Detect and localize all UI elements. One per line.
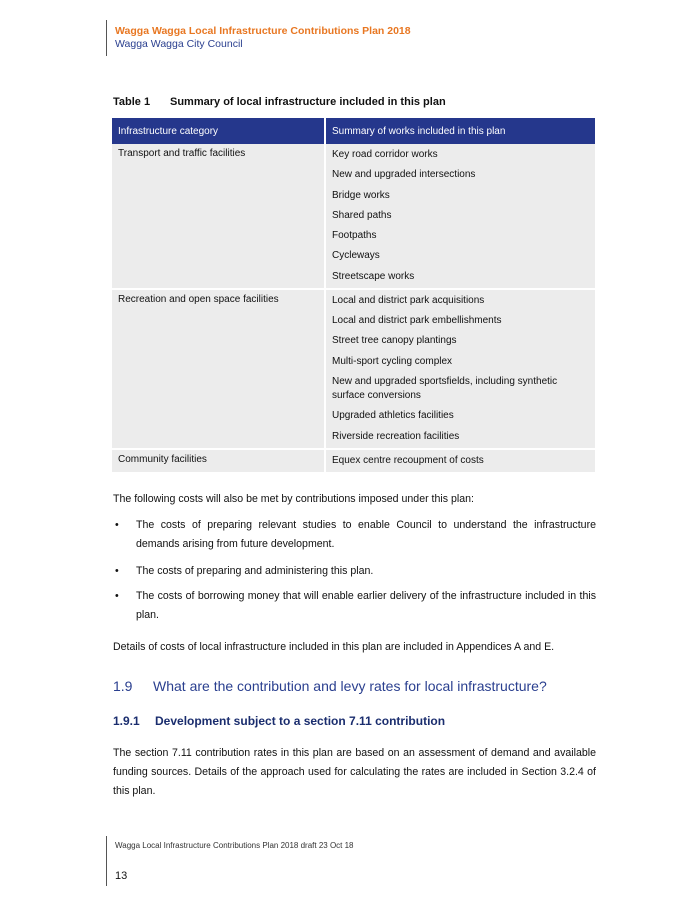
bullet-text: The costs of preparing relevant studies to enable Council to understand the infrastructure demands arising from future development. [136, 519, 596, 550]
work-item: Cycleways [332, 250, 380, 262]
work-item: New and upgraded intersections [332, 169, 476, 181]
work-item: Local and district park embellishments [332, 315, 502, 327]
section-title: What are the contribution and levy rates for local infrastructure? [153, 678, 547, 694]
bullet-marker: • [115, 519, 119, 531]
page-header [106, 20, 411, 56]
intro-paragraph: The following costs will also be met by contributions imposed under this plan: [113, 493, 474, 505]
subsection-heading [113, 714, 445, 728]
work-item: Local and district park acquisitions [332, 294, 485, 306]
works-cell [325, 289, 595, 449]
table-row [112, 289, 595, 449]
details-paragraph: Details of costs of local infrastructure included in this plan are included in Appendices A and E. [113, 641, 555, 653]
bullet-marker: • [115, 565, 119, 577]
table-caption-text: Summary of local infrastructure included in this plan [170, 96, 446, 108]
work-item: Equex centre recoupment of costs [332, 454, 484, 466]
bullet-text: The costs of borrowing money that will enable earlier delivery of the infrastructure included in this plan. [136, 590, 596, 621]
work-item: Bridge works [332, 189, 390, 201]
work-item: Multi-sport cycling complex [332, 355, 453, 367]
works-cell [325, 144, 595, 289]
work-item: Footpaths [332, 230, 377, 242]
footer-doc-label: Wagga Local Infrastructure Contributions Plan 2018 draft 23 Oct 18 [115, 841, 354, 850]
work-item: Riverside recreation facilities [332, 430, 460, 442]
table-row [112, 144, 595, 289]
category-cell: Recreation and open space facilities [112, 289, 325, 449]
table-caption [113, 96, 446, 108]
work-item: Street tree canopy plantings [332, 335, 457, 347]
bullet-item [113, 562, 596, 581]
bullet-text: The costs of preparing and administering this plan. [136, 565, 374, 577]
table-caption-number: Table 1 [113, 96, 151, 108]
category-cell: Community facilities [112, 449, 325, 472]
plan-title: Wagga Wagga Local Infrastructure Contributions Plan 2018 [115, 25, 411, 37]
works-cell [325, 449, 595, 472]
subsection-paragraph: The section 7.11 contribution rates in this plan are based on an assessment of demand and available funding sources. Details of the approach used for calculating the rates are included in Section 3.2.4 of this plan. [113, 747, 596, 797]
work-item: Upgraded athletics facilities [332, 410, 454, 422]
work-item: New and upgraded sportsfields, including synthetic surface conversions [332, 375, 558, 401]
page-number: 13 [115, 870, 128, 882]
table-header-row [112, 118, 595, 144]
council-name: Wagga Wagga City Council [115, 38, 243, 50]
subsection-number: 1.9.1 [113, 714, 140, 728]
col-header-category: Infrastructure category [112, 118, 325, 144]
bullet-marker: • [115, 590, 119, 602]
category-cell: Transport and traffic facilities [112, 144, 325, 289]
col-header-works: Summary of works included in this plan [325, 118, 595, 144]
subsection-title: Development subject to a section 7.11 contribution [155, 714, 446, 728]
section-number: 1.9 [113, 678, 133, 694]
section-heading [113, 678, 547, 694]
work-item: Shared paths [332, 209, 392, 221]
work-item: Key road corridor works [332, 149, 438, 160]
bullet-item [113, 516, 596, 554]
bullet-item [113, 587, 596, 625]
work-item: Streetscape works [332, 270, 415, 282]
table-row [112, 449, 595, 472]
infrastructure-summary-table [112, 118, 595, 472]
page-footer [106, 836, 354, 886]
